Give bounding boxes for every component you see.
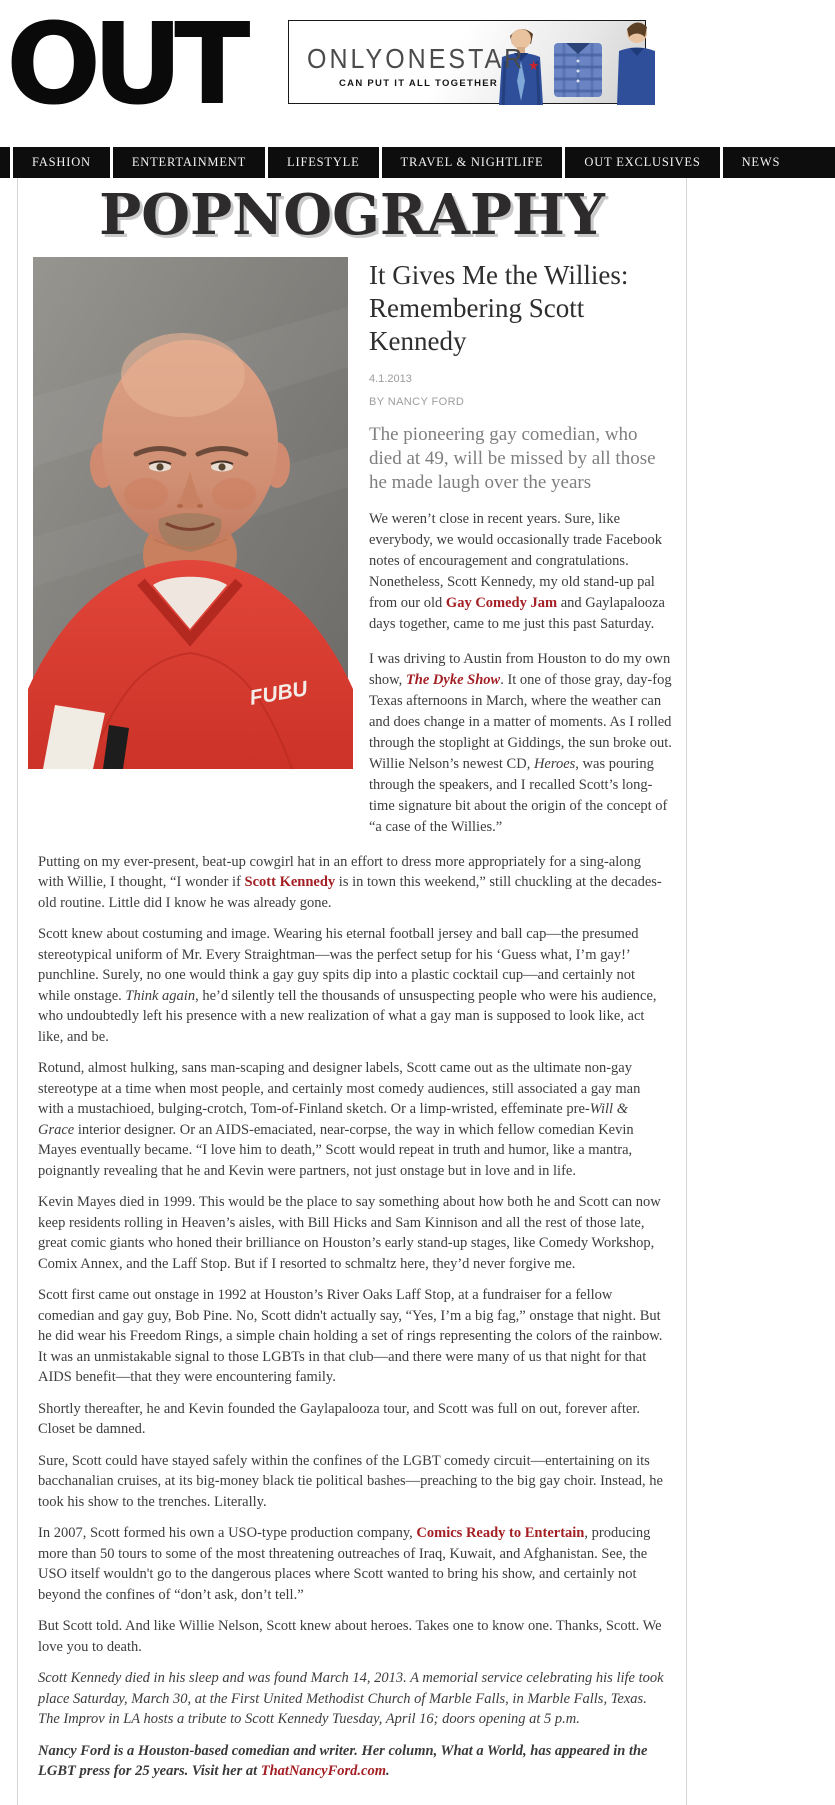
nav-item-entertainment[interactable]: ENTERTAINMENT: [113, 147, 265, 178]
ad-boy-right: [617, 22, 655, 105]
paragraph: Scott Kennedy died in his sleep and was found March 14, 2013. A memorial service celebrating his life took place Saturday, March 30, at the First United Methodist Church of Marble Falls, in Marble Falls, Texas. The Improv in LA hosts a tribute to Scott Kennedy Tuesday, April 16; doors opening at 5 p.m.: [38, 1670, 664, 1728]
ad-tagline: CAN PUT IT ALL TOGETHER: [339, 78, 499, 89]
nav-left-stub: [0, 147, 10, 178]
article-photo: [33, 257, 348, 769]
ad-text-block: [307, 45, 542, 89]
content-card: [17, 178, 687, 1805]
article-date: 4.1.2013: [369, 372, 412, 385]
article-link[interactable]: The Dyke Show: [405, 671, 501, 688]
article-link[interactable]: Comics Ready to Entertain: [416, 1525, 585, 1542]
nav-item-travel-nightlife[interactable]: TRAVEL & NIGHTLIFE: [382, 147, 563, 178]
article-title: It Gives Me the Willies: Remembering Scott Kennedy: [369, 259, 629, 356]
ad-banner[interactable]: [288, 20, 646, 104]
article-header-column: [369, 257, 672, 838]
paragraph: Scott first came out onstage in 1992 at Houston’s River Oaks Laff Stop, at a fundraiser for a fellow comedian and gay guy, Bob Pine. No, Scott didn't actually say, “Yes, I’m a big fag,” onstage that night. But he did wear his Freedom Rings, a simple chain holding a set of rings representing the colors of the rainbow. It was an unmistakable signal to those LGBTs in that club—and there were many of us that night for that AIDS benefit—that they were encountering family.: [38, 1287, 663, 1386]
ad-folded-shirt: [554, 43, 602, 97]
blog-title-popnography[interactable]: POPNOGRAPHY: [99, 182, 605, 248]
article-body: [18, 838, 686, 1782]
article-link[interactable]: Scott Kennedy: [244, 874, 336, 891]
paragraph: We weren’t close in recent years. Sure, like everybody, we would occasionally trade Facebook notes of encouragement and congratulations. Nonetheless, Scott Kennedy, my old stand-up pal from our old Gay Comedy Jam and Gaylapalooza days together, came to me just this past Saturday.: [369, 510, 665, 632]
article-lead: [369, 509, 672, 838]
article-link[interactable]: ThatNancyFord.com: [260, 1763, 387, 1780]
article-dek: The pioneering gay comedian, who died at 49, will be missed by all those he made laugh over the years: [369, 423, 656, 493]
ad-headline: [307, 43, 542, 75]
paragraph: Rotund, almost hulking, sans man-scaping and designer labels, Scott came out as the ultimate non-gay stereotype at a time when most people, and certainly most comedy audiences, still associated a gay man with a mustachioed, bulging-crotch, Tom-of-Finland sketch. Or a limp-wristed, effeminate pre-Will & Grace interior designer. Or an AIDS-emaciated, near-corpse, the way in which fellow comedian Kevin Mayes eventually became. “I love him to death,” Scott would repeat in truth and humor, like a mantra, poignantly revealing that he and Kevin were partners, not just onstage but in love and in life.: [38, 1060, 641, 1179]
paragraph: In 2007, Scott formed his own a USO-type production company, Comics Ready to Entertain, producing more than 50 tours to some of the most threatening outreaches of Iraq, Kuwait, and Afghanistan. See, the USO itself wouldn't go to the dangerous places where Scott wanted to bring his show, and certainly not beyond the confines of “don’t ask, don’t tell.”: [38, 1525, 651, 1603]
ad-headline-text: ONLYONESTAR: [307, 43, 526, 75]
out-logo[interactable]: OUT: [6, 0, 242, 130]
main-nav: [0, 147, 781, 178]
nav-item-fashion[interactable]: FASHION: [13, 147, 110, 178]
site-header: [0, 0, 699, 147]
star-icon: ★: [528, 57, 542, 74]
paragraph: Kevin Mayes died in 1999. This would be the place to say something about how both he and Scott can now keep residents rolling in Heaven’s aisles, with Bill Hicks and Sam Kinnison and all the rest of those late, great comic giants who honed their brilliance on Houston’s early stand-up stages, like Comedy Workshop, Comix Annex, and the Laff Stop. But if I resorted to schmaltz here, they’d never forgive me.: [38, 1194, 661, 1272]
paragraph: Putting on my ever-present, beat-up cowgirl hat in an effort to dress more appropriately for a sing-along with Willie, I thought, “I wonder if Scott Kennedy is in town this weekend,” still chuckling at the decades-old routine. Little did I know he was already gone.: [38, 853, 662, 911]
article-link[interactable]: Gay Comedy Jam: [445, 594, 558, 611]
nav-item-out-exclusives[interactable]: OUT EXCLUSIVES: [565, 147, 719, 178]
paragraph: Shortly thereafter, he and Kevin founded the Gaylapalooza tour, and Scott was full on out, forever after. Closet be damned.: [38, 1400, 640, 1438]
article-header-section: [18, 251, 686, 838]
jersey-brand-text: FUBU: [247, 676, 310, 710]
paragraph: Sure, Scott could have stayed safely within the confines of the LGBT comedy circuit—entertaining on its bacchanalian cruises, at its big-money black tie political bashes—preaching to the big gay choir. Instead, he took his show to the trenches. Literally.: [38, 1452, 663, 1510]
article-byline: BY NANCY FORD: [369, 395, 465, 408]
nav-item-lifestyle[interactable]: LIFESTYLE: [268, 147, 378, 178]
paragraph: But Scott told. And like Willie Nelson, Scott knew about heroes. Takes one to know one. Thanks, Scott. We love you to death.: [38, 1618, 662, 1655]
nav-item-news[interactable]: NEWS: [723, 147, 835, 178]
paragraph: Nancy Ford is a Houston-based comedian and writer. Her column, What a World, has appeared in the LGBT press for 25 years. Visit her at ThatNancyFord.com.: [38, 1742, 648, 1780]
paragraph: I was driving to Austin from Houston to do my own show, The Dyke Show. It one of those gray, day-fog Texas afternoons in March, where the weather can and does change in a matter of moments. As I rolled through the stoplight at Giddings, the sun broke out. Willie Nelson’s newest CD, Heroes, was pouring through the speakers, and I recalled Scott’s long-time signature bit about the origin of the concept of “a case of the Willies.”: [369, 650, 672, 835]
paragraph: Scott knew about costuming and image. Wearing his eternal football jersey and ball cap—the presumed stereotypical uniform of Mr. Every Straightman—was the perfect setup for his ‘Guess what, I’m gay!’ punchline. Surely, no one would think a gay guy spits dip into a plastic cocktail cup—and certainly not while onstage. Think again, he’d silently tell the thousands of unsuspecting people who were his audience, who undoubtedly left his presence with a new realization of what a gay man is supposed to look like, act like, and be.: [38, 926, 657, 1045]
